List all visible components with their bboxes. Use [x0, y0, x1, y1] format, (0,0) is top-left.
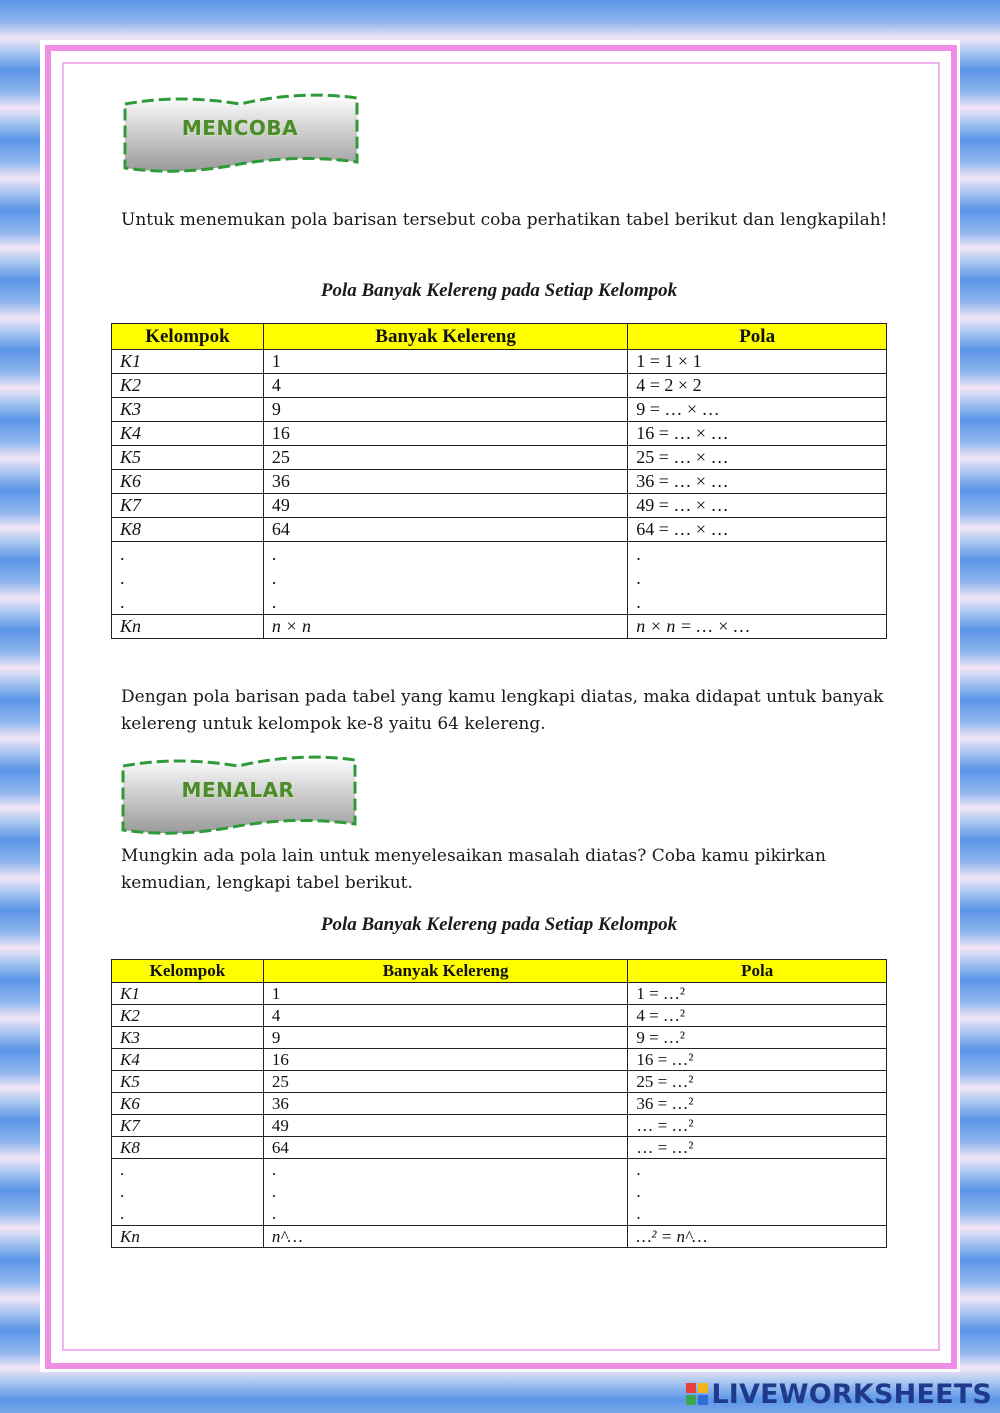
table-row: [112, 1027, 887, 1049]
table-row: [112, 398, 887, 422]
ellipsis-dot: .: [636, 568, 641, 588]
ellipsis-dot: .: [271, 568, 277, 588]
table-row: [112, 470, 887, 494]
ellipsis-dot: .: [120, 1204, 125, 1223]
pola-cell: 36 = … × …: [628, 470, 887, 494]
pola-cell: … = …²: [628, 1115, 887, 1137]
question-paragraph: Mungkin ada pola lain untuk menyelesaikan masalah diatas? Coba kamu pikirkan kemudian, lengkapi tabel berikut.: [121, 846, 826, 893]
table-row: [112, 446, 887, 470]
table1: [111, 323, 887, 639]
table1-caption: Pola Banyak Kelereng pada Setiap Kelompok: [320, 280, 678, 301]
kelompok-cell: K6: [112, 1093, 264, 1115]
banyak-cell: n^…: [263, 1226, 627, 1248]
banyak-cell: 4: [263, 1005, 627, 1027]
pola-cell: 16 = … × …: [628, 422, 887, 446]
banyak-cell: 4: [263, 374, 627, 398]
ellipsis-dot: .: [271, 1204, 277, 1223]
header-pola: Pola: [628, 324, 887, 350]
header-banyak-kelereng: Banyak Kelereng: [263, 960, 627, 983]
pola-cell: 16 = …²: [628, 1049, 887, 1071]
table2: [111, 959, 887, 1248]
ellipsis-dot: .: [271, 592, 277, 612]
kelompok-cell: K7: [112, 494, 264, 518]
kelompok-cell: K8: [112, 1137, 264, 1159]
banyak-cell: 36: [263, 1093, 627, 1115]
dots-row: [112, 1159, 887, 1226]
conclusion-paragraph: Dengan pola barisan pada tabel yang kamu lengkapi diatas, maka didapat untuk banyak kelereng untuk kelompok ke-8 yaitu 64 kelereng.: [121, 687, 884, 734]
ellipsis-cell: [112, 542, 264, 615]
table-row: [112, 494, 887, 518]
ellipsis-dot: .: [636, 592, 641, 612]
kelompok-cell: K1: [112, 983, 264, 1005]
table-header-row: [112, 324, 887, 350]
banyak-cell: 16: [263, 422, 627, 446]
banyak-cell: 49: [263, 1115, 627, 1137]
banyak-cell: 49: [263, 494, 627, 518]
pola-cell: … = …²: [628, 1137, 887, 1159]
banyak-cell: 64: [263, 1137, 627, 1159]
kelompok-cell: Kn: [112, 615, 264, 639]
pola-cell: …² = n^…: [628, 1226, 887, 1248]
table-row: [112, 1137, 887, 1159]
pola-cell: 1 = …²: [628, 983, 887, 1005]
ellipsis-dot: .: [271, 544, 277, 564]
liveworksheets-logo: [686, 1379, 992, 1409]
kelompok-cell: K5: [112, 446, 264, 470]
ellipsis-dot: .: [271, 1182, 277, 1201]
table-row: [112, 1071, 887, 1093]
pola-cell: 9 = …²: [628, 1027, 887, 1049]
kelompok-cell: K7: [112, 1115, 264, 1137]
logo-text: LIVEWORKSHEETS: [711, 1378, 992, 1410]
intro-paragraph: Untuk menemukan pola barisan tersebut coba perhatikan tabel berikut dan lengkapilah!: [121, 210, 888, 230]
ellipsis-cell: [628, 1159, 887, 1226]
pola-cell: 49 = … × …: [628, 494, 887, 518]
ellipsis-dot: .: [636, 1204, 641, 1223]
banyak-cell: 25: [263, 1071, 627, 1093]
kelompok-cell: K1: [112, 350, 264, 374]
pola-cell: 36 = …²: [628, 1093, 887, 1115]
banyak-cell: n × n: [263, 615, 627, 639]
banyak-cell: 1: [263, 983, 627, 1005]
ellipsis-dot: .: [636, 1160, 641, 1179]
ellipsis-cell: [112, 1159, 264, 1226]
pola-cell: 4 = 2 × 2: [628, 374, 887, 398]
table-row: [112, 518, 887, 542]
kelompok-cell: Kn: [112, 1226, 264, 1248]
kelompok-cell: K2: [112, 1005, 264, 1027]
table-row: [112, 350, 887, 374]
ellipsis-cell: [628, 542, 887, 615]
table2-caption: Pola Banyak Kelereng pada Setiap Kelompok: [320, 914, 678, 935]
banyak-cell: 64: [263, 518, 627, 542]
banyak-cell: 25: [263, 446, 627, 470]
mencoba-label: MENCOBA: [181, 116, 299, 140]
table-row-n: [112, 615, 887, 639]
ellipsis-dot: .: [271, 1160, 277, 1179]
menalar-banner: [118, 754, 358, 836]
ellipsis-dot: .: [120, 568, 125, 588]
pola-cell: 25 = …²: [628, 1071, 887, 1093]
header-kelompok: Kelompok: [112, 324, 264, 350]
kelompok-cell: K2: [112, 374, 264, 398]
kelompok-cell: K3: [112, 1027, 264, 1049]
pola-cell: 1 = 1 × 1: [628, 350, 887, 374]
header-banyak-kelereng: Banyak Kelereng: [263, 324, 627, 350]
table-row: [112, 1049, 887, 1071]
table-row: [112, 1005, 887, 1027]
table-row: [112, 983, 887, 1005]
kelompok-cell: K8: [112, 518, 264, 542]
pola-cell: 64 = … × …: [628, 518, 887, 542]
kelompok-cell: K4: [112, 1049, 264, 1071]
banyak-cell: 1: [263, 350, 627, 374]
banyak-cell: 16: [263, 1049, 627, 1071]
dots-row: [112, 542, 887, 615]
table-row-n: [112, 1226, 887, 1248]
kelompok-cell: K6: [112, 470, 264, 494]
table-row: [112, 1093, 887, 1115]
ellipsis-dot: .: [120, 544, 125, 564]
menalar-label: MENALAR: [181, 778, 295, 802]
table-row: [112, 1115, 887, 1137]
liveworksheets-mark-icon: [686, 1383, 708, 1405]
ellipsis-dot: .: [636, 544, 641, 564]
pola-cell: 9 = … × …: [628, 398, 887, 422]
ellipsis-cell: [263, 1159, 627, 1226]
pola-cell: 25 = … × …: [628, 446, 887, 470]
mencoba-banner: [120, 92, 360, 174]
table-header-row: [112, 960, 887, 983]
header-kelompok: Kelompok: [112, 960, 264, 983]
kelompok-cell: K3: [112, 398, 264, 422]
ellipsis-cell: [263, 542, 627, 615]
ellipsis-dot: .: [636, 1182, 641, 1201]
banyak-cell: 9: [263, 398, 627, 422]
ellipsis-dot: .: [120, 1160, 125, 1179]
banyak-cell: 9: [263, 1027, 627, 1049]
header-pola: Pola: [628, 960, 887, 983]
banyak-cell: 36: [263, 470, 627, 494]
table-row: [112, 374, 887, 398]
ellipsis-dot: .: [120, 592, 125, 612]
kelompok-cell: K5: [112, 1071, 264, 1093]
ellipsis-dot: .: [120, 1182, 125, 1201]
pola-cell: n × n = … × …: [628, 615, 887, 639]
table-row: [112, 422, 887, 446]
pola-cell: 4 = …²: [628, 1005, 887, 1027]
kelompok-cell: K4: [112, 422, 264, 446]
